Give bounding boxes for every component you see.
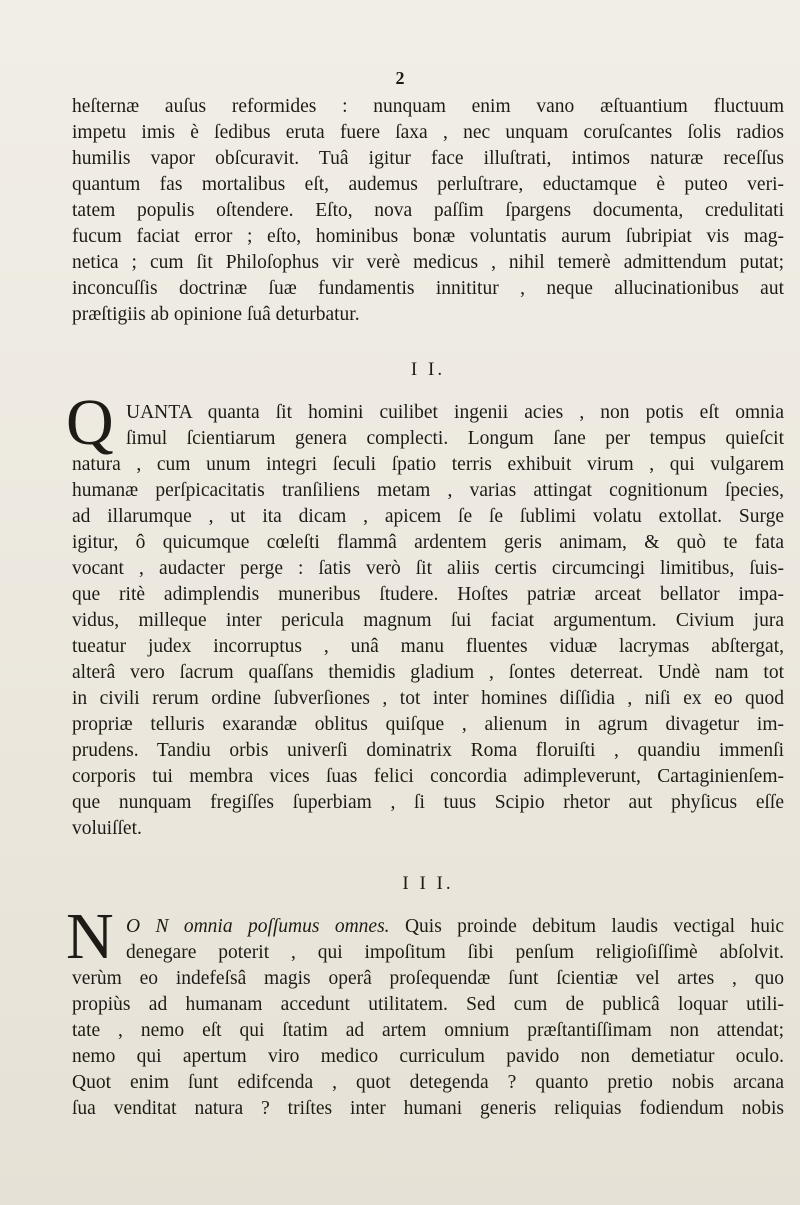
text-segment: Quis proinde debitum laudis vectigal huic <box>404 916 784 937</box>
text-line: verùm eo indefeſsâ magis operâ proſequendæ ſunt ſcientiæ vel artes , quo <box>72 968 784 989</box>
text-line: in civili rerum ordine ſubverſiones , tot inter homines diſſidia , niſi ex eo quod <box>72 688 784 709</box>
text-line: tueatur judex incorruptus , unâ manu fluentes viduæ lacrymas abſtergat, <box>72 636 784 657</box>
text-line: corporis tui membra vices ſuas felici concordia adimpleverunt, Cartaginienſem- <box>72 766 784 787</box>
text-line: vocant , audacter perge : ſatis verò ſit aliis certis circumcingi limitibus, ſuis- <box>72 558 784 579</box>
paragraph-3 <box>66 900 784 1122</box>
text-line: natura , cum unum integri ſeculi ſpatio terris exhibuit virum , qui vulgarem <box>72 454 784 475</box>
text-line: tatem populis oſtendere. Eſto, nova paſſim ſpargens documenta, credulitati <box>72 200 784 221</box>
text-line: inconcuſſis doctrinæ ſuæ fundamentis innititur , neque allucinationibus aut <box>72 278 784 299</box>
text-line: humilis vapor obſcuravit. Tuâ igitur face illuſtrati, intimos naturæ receſſus <box>72 148 784 169</box>
text-line: denegare poterit , qui impoſitum ſibi penſum religioſiſſimè abſolvit. <box>126 942 784 963</box>
text-line: voluiſſet. <box>72 818 142 839</box>
text-line: prudens. Tandiu orbis univerſi dominatrix Roma floruiſti , quandiu immenſi <box>72 740 784 761</box>
text-line: quantum fas mortalibus eſt, audemus perluſtrare, eductamque è puteo veri- <box>72 174 784 195</box>
text-line: ad illarumque , ut ita dicam , apicem ſe ſe ſublimi volatu extollat. Surge <box>72 506 784 527</box>
text-line: propriæ telluris exarandæ oblitus quiſque , alienum in agrum divagetur im- <box>72 714 784 735</box>
text-line: ſua venditat natura ? triſtes inter humani generis reliquias fodiendum nobis <box>72 1098 784 1119</box>
text-line: que ritè adimplendis muneribus ſtudere. Hoſtes patriæ arceat bellator impa- <box>72 584 784 605</box>
paragraph-2 <box>66 386 784 842</box>
text-line: heſternæ auſus reformides : nunquam enim vano æſtuantium fluctuum <box>72 96 784 117</box>
text-block <box>66 94 784 1122</box>
text-line: tate , nemo eſt qui ſtatim ad artem omnium præſtantiſſimam non attendat; <box>72 1020 784 1041</box>
section-heading-3: I I I. <box>402 873 454 894</box>
text-line: impetu imis è ſedibus eruta fuere ſaxa , nec unquam coruſcantes ſolis radios <box>72 122 784 143</box>
italic-lead: O N omnia poſſumus omnes. <box>126 916 390 937</box>
text-line: ſimul ſcientiarum genera complecti. Longum ſane per tempus quieſcit <box>126 428 784 449</box>
text-line: præſtigiis ab opinione ſuâ deturbatur. <box>72 304 360 325</box>
text-line <box>72 914 784 940</box>
page-number: 2 <box>395 68 405 88</box>
drop-cap: N <box>66 900 114 973</box>
text-line: fucum faciat error ; eſto, hominibus bonæ voluntatis aurum ſubripiat vis mag- <box>72 226 784 247</box>
text-line: nemo qui apertum viro medico curriculum pavido non demetiatur oculo. <box>72 1046 784 1067</box>
text-line: netica ; cum ſit Philoſophus vir verè medicus , nihil temerè admittendum putat; <box>72 252 784 273</box>
text-line: Quot enim ſunt edifcenda , quot detegenda ? quanto pretio nobis arcana <box>72 1072 784 1093</box>
drop-cap: Q <box>66 386 114 459</box>
text-line: que nunquam fregiſſes ſuperbiam , ſi tuus Scipio rhetor aut phyſicus eſſe <box>72 792 784 813</box>
text-line: propiùs ad humanam accedunt utilitatem. Sed cum de publicâ loquar utili- <box>72 994 784 1015</box>
text-line: igitur, ô quicumque cœleſti flammâ ardentem geris animam, & quò te fata <box>72 532 784 553</box>
section-heading-2: I I. <box>410 359 446 380</box>
text-line: UANTA quanta ſit homini cuilibet ingenii acies , non potis eſt omnia <box>126 402 784 423</box>
text-line: vidus, milleque inter pericula magnum ſui faciat argumentum. Civium jura <box>72 610 784 631</box>
text-line: alterâ vero ſacrum quaſſans themidis gladium , ſontes deterreat. Undè nam tot <box>72 662 784 683</box>
text-line: humanæ perſpicacitatis tranſiliens metam , varias attingat cognitionum ſpecies, <box>72 480 784 501</box>
paragraph-1 <box>72 94 784 328</box>
